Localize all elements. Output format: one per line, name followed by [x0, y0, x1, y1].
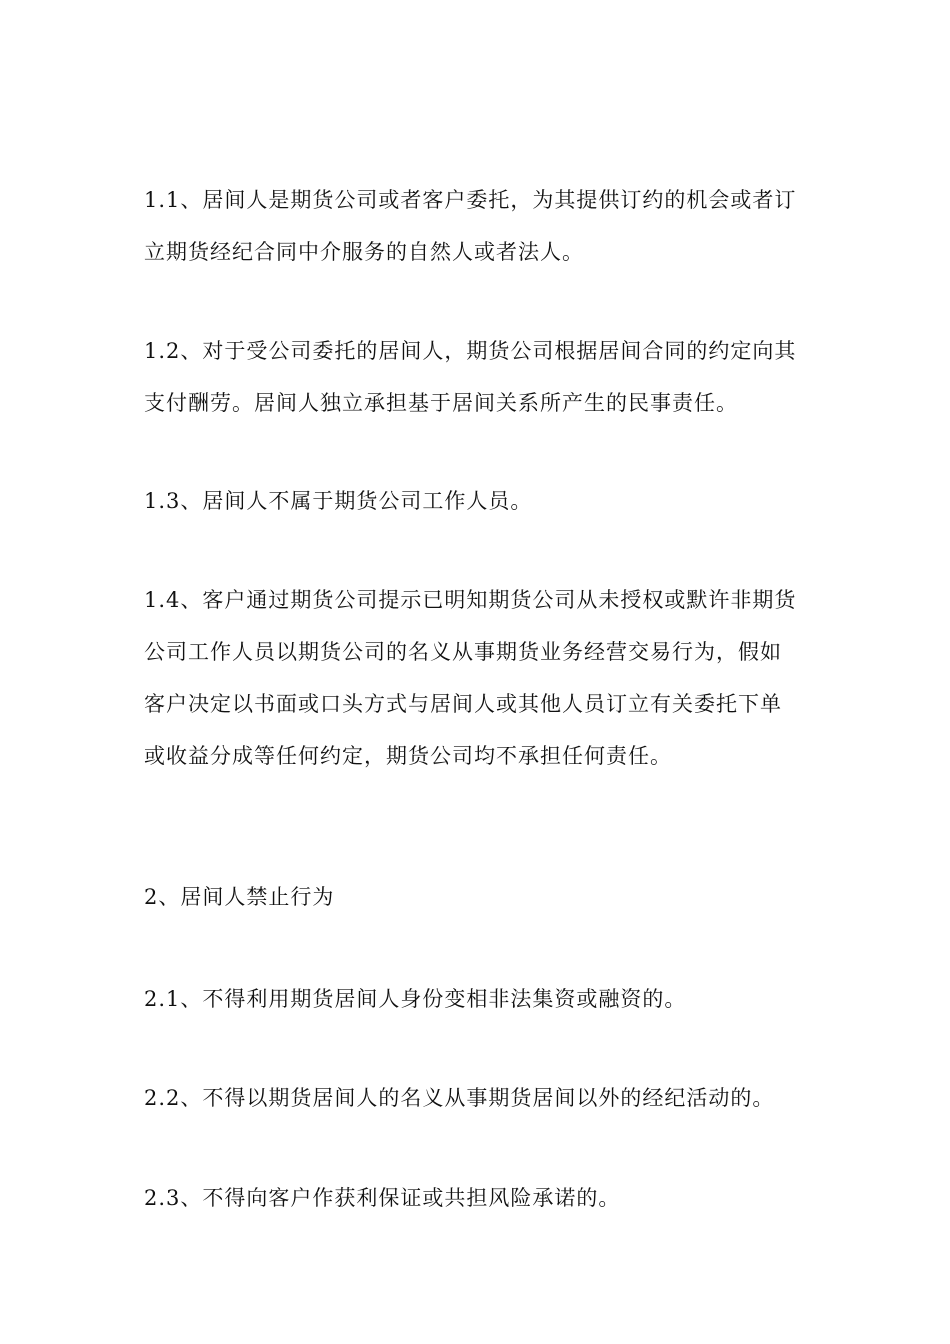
paragraph-line: 支付酬劳。居间人独立承担基于居间关系所产生的民事责任。 [144, 391, 738, 415]
paragraph-line: 客户决定以书面或口头方式与居间人或其他人员订立有关委托下单 [144, 692, 782, 716]
paragraph-line: 2.2、不得以期货居间人的名义从事期货居间以外的经纪活动的。 [144, 1086, 775, 1110]
paragraph-line: 2.1、不得利用期货居间人身份变相非法集资或融资的。 [144, 987, 687, 1011]
paragraph-2-2 [144, 1072, 814, 1124]
paragraph-line: 立期货经纪合同中介服务的自然人或者法人。 [144, 240, 584, 264]
section-2-heading [144, 871, 814, 923]
section-heading: 2、居间人禁止行为 [144, 885, 335, 909]
paragraph-1-1 [144, 174, 814, 278]
paragraph-2-1 [144, 973, 814, 1025]
paragraph-1-3 [144, 475, 814, 527]
paragraph-line: 1.3、居间人不属于期货公司工作人员。 [144, 489, 533, 513]
paragraph-line: 2.3、不得向客户作获利保证或共担风险承诺的。 [144, 1186, 621, 1210]
paragraph-line: 1.4、客户通过期货公司提示已明知期货公司从未授权或默许非期货 [144, 588, 797, 612]
paragraph-line: 1.1、居间人是期货公司或者客户委托，为其提供订约的机会或者订 [144, 188, 797, 212]
paragraph-line: 1.2、对于受公司委托的居间人，期货公司根据居间合同的约定向其 [144, 339, 797, 363]
paragraph-line: 公司工作人员以期货公司的名义从事期货业务经营交易行为，假如 [144, 640, 782, 664]
paragraph-line: 或收益分成等任何约定，期货公司均不承担任何责任。 [144, 744, 672, 768]
paragraph-1-2 [144, 325, 814, 429]
paragraph-2-3 [144, 1172, 814, 1224]
paragraph-1-4 [144, 574, 814, 782]
